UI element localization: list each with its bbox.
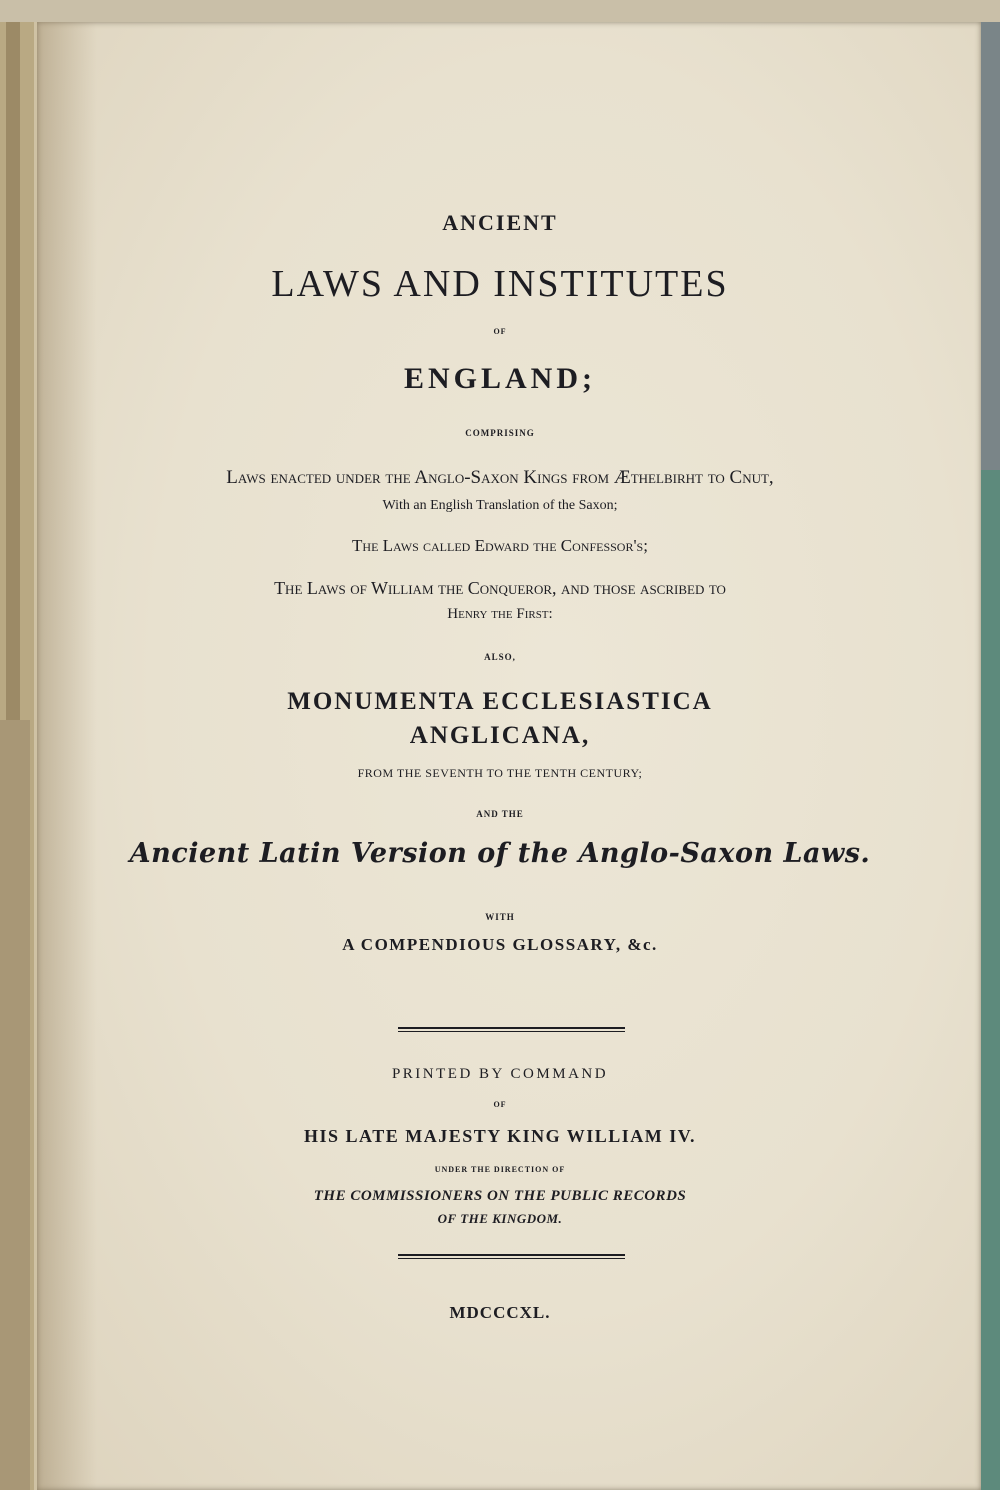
title-laws-and-institutes: LAWS AND INSTITUTES	[271, 263, 729, 305]
imprint-under-direction: UNDER THE DIRECTION OF	[434, 1165, 566, 1174]
imprint-kingdom: OF THE KINGDOM.	[437, 1211, 563, 1226]
label-comprising: COMPRISING	[465, 428, 535, 438]
subtitle-century: FROM THE SEVENTH TO THE TENTH CENTURY;	[357, 766, 643, 780]
title-ancient: ANCIENT	[442, 210, 558, 235]
contents-confessor: The Laws called Edward the Confessor's;	[352, 536, 648, 555]
title-anglicana: ANGLICANA,	[409, 722, 591, 749]
title-glossary: A COMPENDIOUS GLOSSARY, &c.	[342, 935, 658, 954]
title-latin-version: Ancient Latin Version of the Anglo-Saxon Laws.	[129, 838, 871, 869]
contents-william: The Laws of William the Conqueror, and those ascribed to	[274, 578, 726, 598]
imprint-of: OF	[493, 1100, 507, 1109]
contents-henry: Henry the First:	[447, 606, 553, 622]
imprint-majesty: HIS LATE MAJESTY KING WILLIAM IV.	[304, 1126, 696, 1146]
label-and-the: AND THE	[476, 809, 524, 819]
label-also: ALSO,	[484, 652, 516, 662]
double-rule-bottom	[398, 1254, 625, 1256]
title-page	[34, 22, 981, 1490]
imprint-commissioners: THE COMMISSIONERS ON THE PUBLIC RECORDS	[313, 1188, 687, 1204]
title-of: OF	[493, 327, 507, 336]
contents-anglo-saxon-laws: Laws enacted under the Anglo-Saxon Kings from Æthelbirht to Cnut,	[226, 467, 774, 488]
imprint-printed-by: PRINTED BY COMMAND	[391, 1066, 609, 1082]
double-rule-top	[398, 1027, 625, 1029]
title-england: ENGLAND;	[403, 362, 596, 395]
label-with: WITH	[485, 912, 515, 922]
imprint-date: MDCCCXL.	[449, 1303, 551, 1322]
title-monumenta: MONUMENTA ECCLESIASTICA	[287, 688, 713, 715]
contents-translation: With an English Translation of the Saxon;	[382, 498, 618, 513]
